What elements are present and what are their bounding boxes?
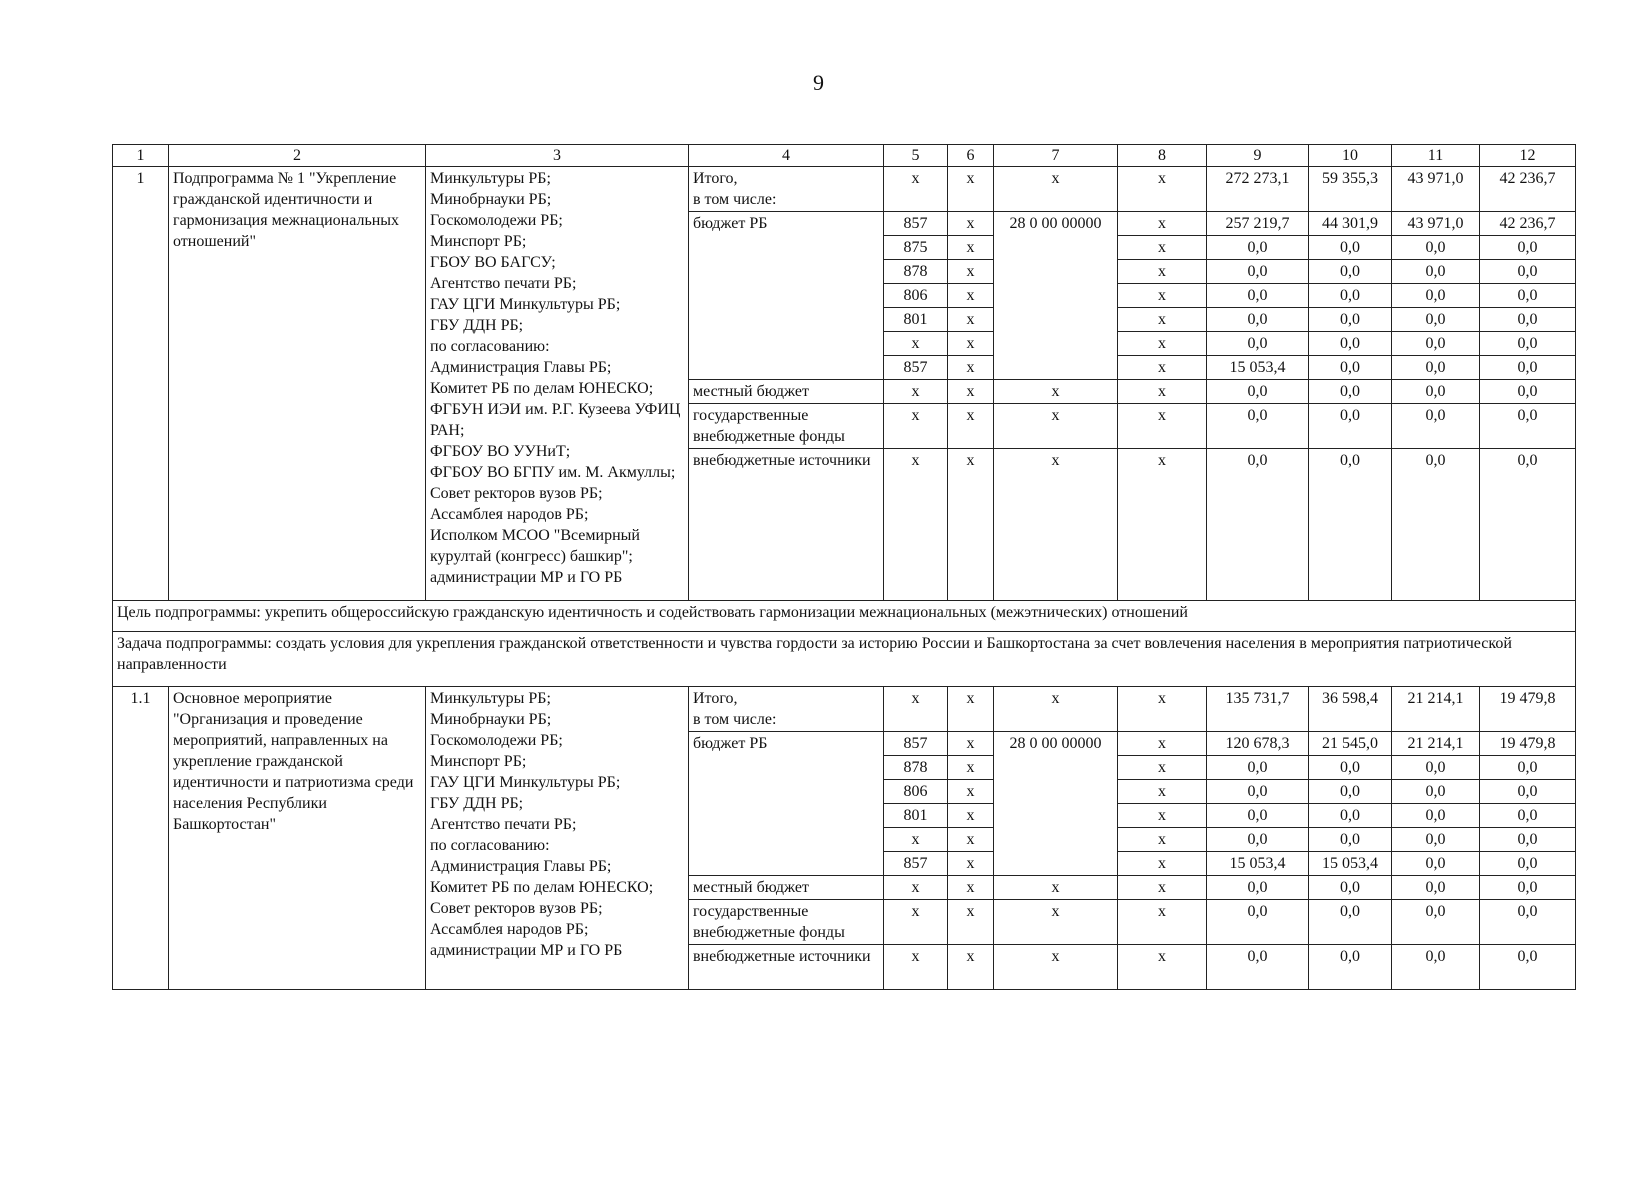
header-cell: 2	[169, 145, 426, 167]
executor-item: по согласованию:	[430, 338, 550, 355]
value-col9: 272 273,1	[1207, 167, 1309, 212]
code-col5: 806	[884, 780, 948, 804]
header-cell: 3	[426, 145, 689, 167]
executor-item: Госкомолодежи РБ;	[430, 732, 563, 749]
executor-item: Агентство печати РБ;	[430, 275, 577, 292]
header-cell: 9	[1207, 145, 1309, 167]
value-col11: 0,0	[1392, 876, 1480, 900]
value-col11: 0,0	[1392, 284, 1480, 308]
value-col11: 0,0	[1392, 900, 1480, 945]
value-col12: 0,0	[1480, 780, 1576, 804]
value-col9: 0,0	[1207, 332, 1309, 356]
value-col9: 135 731,7	[1207, 687, 1309, 732]
code-col5: 875	[884, 236, 948, 260]
value-col11: 0,0	[1392, 804, 1480, 828]
value-col12: 0,0	[1480, 900, 1576, 945]
code-col8: х	[1118, 212, 1207, 236]
code-col5: 806	[884, 284, 948, 308]
code-col5: х	[884, 404, 948, 449]
code-col8: х	[1118, 284, 1207, 308]
executor-item: Агентство печати РБ;	[430, 816, 577, 833]
executor-item: ФГБОУ ВО БГПУ им. М. Акмуллы;	[430, 464, 676, 481]
code-col6: х	[948, 828, 994, 852]
funding-source: внебюджетные источники	[689, 945, 884, 990]
code-col6: х	[948, 167, 994, 212]
funding-source: бюджет РБ	[689, 732, 884, 876]
value-col9: 120 678,3	[1207, 732, 1309, 756]
value-col12: 0,0	[1480, 284, 1576, 308]
code-col8: х	[1118, 945, 1207, 990]
code-col8: х	[1118, 236, 1207, 260]
code-col6: х	[948, 687, 994, 732]
table-row	[113, 687, 1576, 732]
code-col7: х	[994, 380, 1118, 404]
value-col12: 0,0	[1480, 404, 1576, 449]
code-col5: 857	[884, 356, 948, 380]
funding-source: Итого, в том числе:	[689, 167, 884, 212]
value-col10: 0,0	[1309, 828, 1392, 852]
code-col6: х	[948, 212, 994, 236]
value-col11: 0,0	[1392, 308, 1480, 332]
code-col8: х	[1118, 780, 1207, 804]
header-cell: 6	[948, 145, 994, 167]
code-col5: х	[884, 332, 948, 356]
value-col10: 21 545,0	[1309, 732, 1392, 756]
value-col9: 0,0	[1207, 828, 1309, 852]
executor-item: администрации МР и ГО РБ	[430, 569, 623, 586]
executor-item: Минспорт РБ;	[430, 753, 527, 770]
executor-item: Ассамблея народов РБ;	[430, 921, 589, 938]
value-col10: 0,0	[1309, 945, 1392, 990]
value-col10: 0,0	[1309, 356, 1392, 380]
value-col11: 21 214,1	[1392, 732, 1480, 756]
value-col9: 0,0	[1207, 900, 1309, 945]
value-col12: 19 479,8	[1480, 687, 1576, 732]
code-col6: х	[948, 260, 994, 284]
value-col11: 0,0	[1392, 756, 1480, 780]
executor-item: Минобрнауки РБ;	[430, 711, 552, 728]
value-col10: 0,0	[1309, 260, 1392, 284]
code-col6: х	[948, 852, 994, 876]
value-col9: 0,0	[1207, 308, 1309, 332]
value-col12: 0,0	[1480, 804, 1576, 828]
code-col6: х	[948, 404, 994, 449]
code-col5: х	[884, 900, 948, 945]
code-col5: 878	[884, 756, 948, 780]
table-body	[113, 145, 1576, 990]
code-col6: х	[948, 732, 994, 756]
subprogram-goal: Цель подпрограммы: укрепить общероссийскую гражданскую идентичность и содействовать гармонизации межнациональных (межэтнических) отношений	[113, 601, 1576, 632]
header-row	[113, 145, 1576, 167]
funding-source: Итого, в том числе:	[689, 687, 884, 732]
value-col11: 0,0	[1392, 356, 1480, 380]
code-col7: х	[994, 687, 1118, 732]
header-cell: 11	[1392, 145, 1480, 167]
value-col12: 42 236,7	[1480, 167, 1576, 212]
funding-source: местный бюджет	[689, 380, 884, 404]
value-col11: 21 214,1	[1392, 687, 1480, 732]
executor-item: Ассамблея народов РБ;	[430, 506, 589, 523]
code-col8: х	[1118, 356, 1207, 380]
funding-source: внебюджетные источники	[689, 449, 884, 601]
code-col7: 28 0 00 00000	[994, 732, 1118, 876]
executor-item: Совет ректоров вузов РБ;	[430, 900, 603, 917]
code-col7: х	[994, 945, 1118, 990]
value-col10: 0,0	[1309, 756, 1392, 780]
executor-item: Совет ректоров вузов РБ;	[430, 485, 603, 502]
subprogram-task: Задача подпрограммы: создать условия для укрепления гражданской ответственности и чувства гордости за историю России и Башкортостана за счет вовлечения населения в мероприятия патриотической направленности	[113, 632, 1576, 687]
value-col11: 43 971,0	[1392, 212, 1480, 236]
code-col5: х	[884, 945, 948, 990]
value-col9: 0,0	[1207, 284, 1309, 308]
value-col10: 59 355,3	[1309, 167, 1392, 212]
code-col8: х	[1118, 732, 1207, 756]
code-col8: х	[1118, 260, 1207, 284]
activity-executors	[426, 687, 689, 990]
value-col12: 0,0	[1480, 756, 1576, 780]
value-col10: 0,0	[1309, 900, 1392, 945]
funding-source: местный бюджет	[689, 876, 884, 900]
value-col9: 15 053,4	[1207, 852, 1309, 876]
executor-item: Администрация Главы РБ;	[430, 359, 612, 376]
value-col12: 0,0	[1480, 945, 1576, 990]
code-col8: х	[1118, 167, 1207, 212]
value-col12: 0,0	[1480, 380, 1576, 404]
code-col6: х	[948, 308, 994, 332]
value-col10: 15 053,4	[1309, 852, 1392, 876]
value-col12: 0,0	[1480, 852, 1576, 876]
value-col11: 0,0	[1392, 236, 1480, 260]
value-col10: 36 598,4	[1309, 687, 1392, 732]
code-col8: х	[1118, 804, 1207, 828]
value-col12: 0,0	[1480, 449, 1576, 601]
value-col10: 0,0	[1309, 284, 1392, 308]
executor-item: Комитет РБ по делам ЮНЕСКО;	[430, 380, 654, 397]
value-col11: 0,0	[1392, 260, 1480, 284]
executor-item: Администрация Главы РБ;	[430, 858, 612, 875]
code-col6: х	[948, 380, 994, 404]
value-col9: 0,0	[1207, 756, 1309, 780]
funding-source: бюджет РБ	[689, 212, 884, 380]
code-col5: х	[884, 687, 948, 732]
code-col5: х	[884, 167, 948, 212]
code-col7: х	[994, 900, 1118, 945]
value-col11: 0,0	[1392, 945, 1480, 990]
value-col11: 43 971,0	[1392, 167, 1480, 212]
code-col6: х	[948, 900, 994, 945]
code-col5: х	[884, 876, 948, 900]
executor-item: Минкультуры РБ;	[430, 170, 551, 187]
code-col8: х	[1118, 876, 1207, 900]
value-col12: 0,0	[1480, 876, 1576, 900]
value-col10: 0,0	[1309, 380, 1392, 404]
code-col5: х	[884, 449, 948, 601]
value-col9: 0,0	[1207, 380, 1309, 404]
code-col7: х	[994, 449, 1118, 601]
value-col12: 0,0	[1480, 332, 1576, 356]
code-col7: х	[994, 167, 1118, 212]
subprogram-task-row	[113, 632, 1576, 687]
funding-source: государственные внебюджетные фонды	[689, 404, 884, 449]
budget-table	[112, 144, 1576, 990]
code-col8: х	[1118, 828, 1207, 852]
value-col11: 0,0	[1392, 852, 1480, 876]
value-col9: 0,0	[1207, 945, 1309, 990]
value-col12: 0,0	[1480, 260, 1576, 284]
executor-item: ГБУ ДДН РБ;	[430, 317, 524, 334]
code-col8: х	[1118, 687, 1207, 732]
code-col8: х	[1118, 756, 1207, 780]
code-col6: х	[948, 284, 994, 308]
executor-item: ГАУ ЦГИ Минкультуры РБ;	[430, 296, 621, 313]
value-col9: 257 219,7	[1207, 212, 1309, 236]
value-col9: 0,0	[1207, 449, 1309, 601]
executor-item: ГАУ ЦГИ Минкультуры РБ;	[430, 774, 621, 791]
code-col8: х	[1118, 449, 1207, 601]
code-col8: х	[1118, 308, 1207, 332]
executor-item: ГБОУ ВО БАГСУ;	[430, 254, 556, 271]
header-cell: 4	[689, 145, 884, 167]
value-col11: 0,0	[1392, 404, 1480, 449]
code-col6: х	[948, 756, 994, 780]
code-col5: 801	[884, 804, 948, 828]
executor-item: Комитет РБ по делам ЮНЕСКО;	[430, 879, 654, 896]
activity-name: Основное мероприятие "Организация и проведение мероприятий, направленных на укрепление гражданской идентичности и патриотизма среди населения Республики Башкортостан"	[169, 687, 426, 990]
value-col11: 0,0	[1392, 332, 1480, 356]
code-col6: х	[948, 356, 994, 380]
code-col5: 878	[884, 260, 948, 284]
code-col8: х	[1118, 404, 1207, 449]
code-col8: х	[1118, 380, 1207, 404]
code-col6: х	[948, 236, 994, 260]
code-col8: х	[1118, 332, 1207, 356]
code-col5: 801	[884, 308, 948, 332]
code-col7: 28 0 00 00000	[994, 212, 1118, 380]
code-col8: х	[1118, 900, 1207, 945]
executor-item: Минобрнауки РБ;	[430, 191, 552, 208]
code-col5: х	[884, 828, 948, 852]
code-col7: х	[994, 876, 1118, 900]
value-col9: 0,0	[1207, 804, 1309, 828]
value-col10: 44 301,9	[1309, 212, 1392, 236]
header-cell: 7	[994, 145, 1118, 167]
value-col9: 0,0	[1207, 260, 1309, 284]
executor-item: ГБУ ДДН РБ;	[430, 795, 524, 812]
value-col10: 0,0	[1309, 308, 1392, 332]
header-cell: 12	[1480, 145, 1576, 167]
value-col10: 0,0	[1309, 236, 1392, 260]
code-col6: х	[948, 449, 994, 601]
executor-item: Исполком МСОО "Всемирный курултай (конгресс) башкир";	[430, 527, 640, 565]
executor-item: Минкультуры РБ;	[430, 690, 551, 707]
subprogram-executors	[426, 167, 689, 601]
value-col12: 0,0	[1480, 828, 1576, 852]
value-col11: 0,0	[1392, 828, 1480, 852]
value-col10: 0,0	[1309, 780, 1392, 804]
value-col10: 0,0	[1309, 404, 1392, 449]
code-col6: х	[948, 780, 994, 804]
value-col12: 42 236,7	[1480, 212, 1576, 236]
value-col11: 0,0	[1392, 380, 1480, 404]
value-col10: 0,0	[1309, 876, 1392, 900]
value-col11: 0,0	[1392, 780, 1480, 804]
value-col12: 0,0	[1480, 236, 1576, 260]
subprogram-name: Подпрограмма № 1 "Укрепление гражданской идентичности и гармонизация межнациональных отношений"	[169, 167, 426, 601]
code-col6: х	[948, 332, 994, 356]
value-col10: 0,0	[1309, 449, 1392, 601]
value-col10: 0,0	[1309, 804, 1392, 828]
code-col8: х	[1118, 852, 1207, 876]
executor-item: Минспорт РБ;	[430, 233, 527, 250]
subprogram-goal-row	[113, 601, 1576, 632]
value-col9: 15 053,4	[1207, 356, 1309, 380]
header-cell: 10	[1309, 145, 1392, 167]
activity-number: 1.1	[113, 687, 169, 990]
value-col12: 0,0	[1480, 356, 1576, 380]
code-col5: 857	[884, 732, 948, 756]
value-col9: 0,0	[1207, 236, 1309, 260]
executor-item: ФГБУН ИЭИ им. Р.Г. Кузеева УФИЦ РАН;	[430, 401, 681, 439]
value-col9: 0,0	[1207, 404, 1309, 449]
header-cell: 5	[884, 145, 948, 167]
code-col7: х	[994, 404, 1118, 449]
code-col6: х	[948, 804, 994, 828]
value-col10: 0,0	[1309, 332, 1392, 356]
value-col12: 19 479,8	[1480, 732, 1576, 756]
code-col6: х	[948, 945, 994, 990]
value-col9: 0,0	[1207, 780, 1309, 804]
funding-source: государственные внебюджетные фонды	[689, 900, 884, 945]
executor-item: Госкомолодежи РБ;	[430, 212, 563, 229]
header-cell: 1	[113, 145, 169, 167]
value-col9: 0,0	[1207, 876, 1309, 900]
header-cell: 8	[1118, 145, 1207, 167]
page-number: 9	[813, 70, 824, 95]
value-col12: 0,0	[1480, 308, 1576, 332]
code-col5: х	[884, 380, 948, 404]
code-col6: х	[948, 876, 994, 900]
executor-item: по согласованию:	[430, 837, 550, 854]
value-col11: 0,0	[1392, 449, 1480, 601]
code-col5: 857	[884, 852, 948, 876]
executor-item: администрации МР и ГО РБ	[430, 942, 623, 959]
subprogram-number: 1	[113, 167, 169, 601]
code-col5: 857	[884, 212, 948, 236]
executor-item: ФГБОУ ВО УУНиТ;	[430, 443, 571, 460]
table-row	[113, 167, 1576, 212]
